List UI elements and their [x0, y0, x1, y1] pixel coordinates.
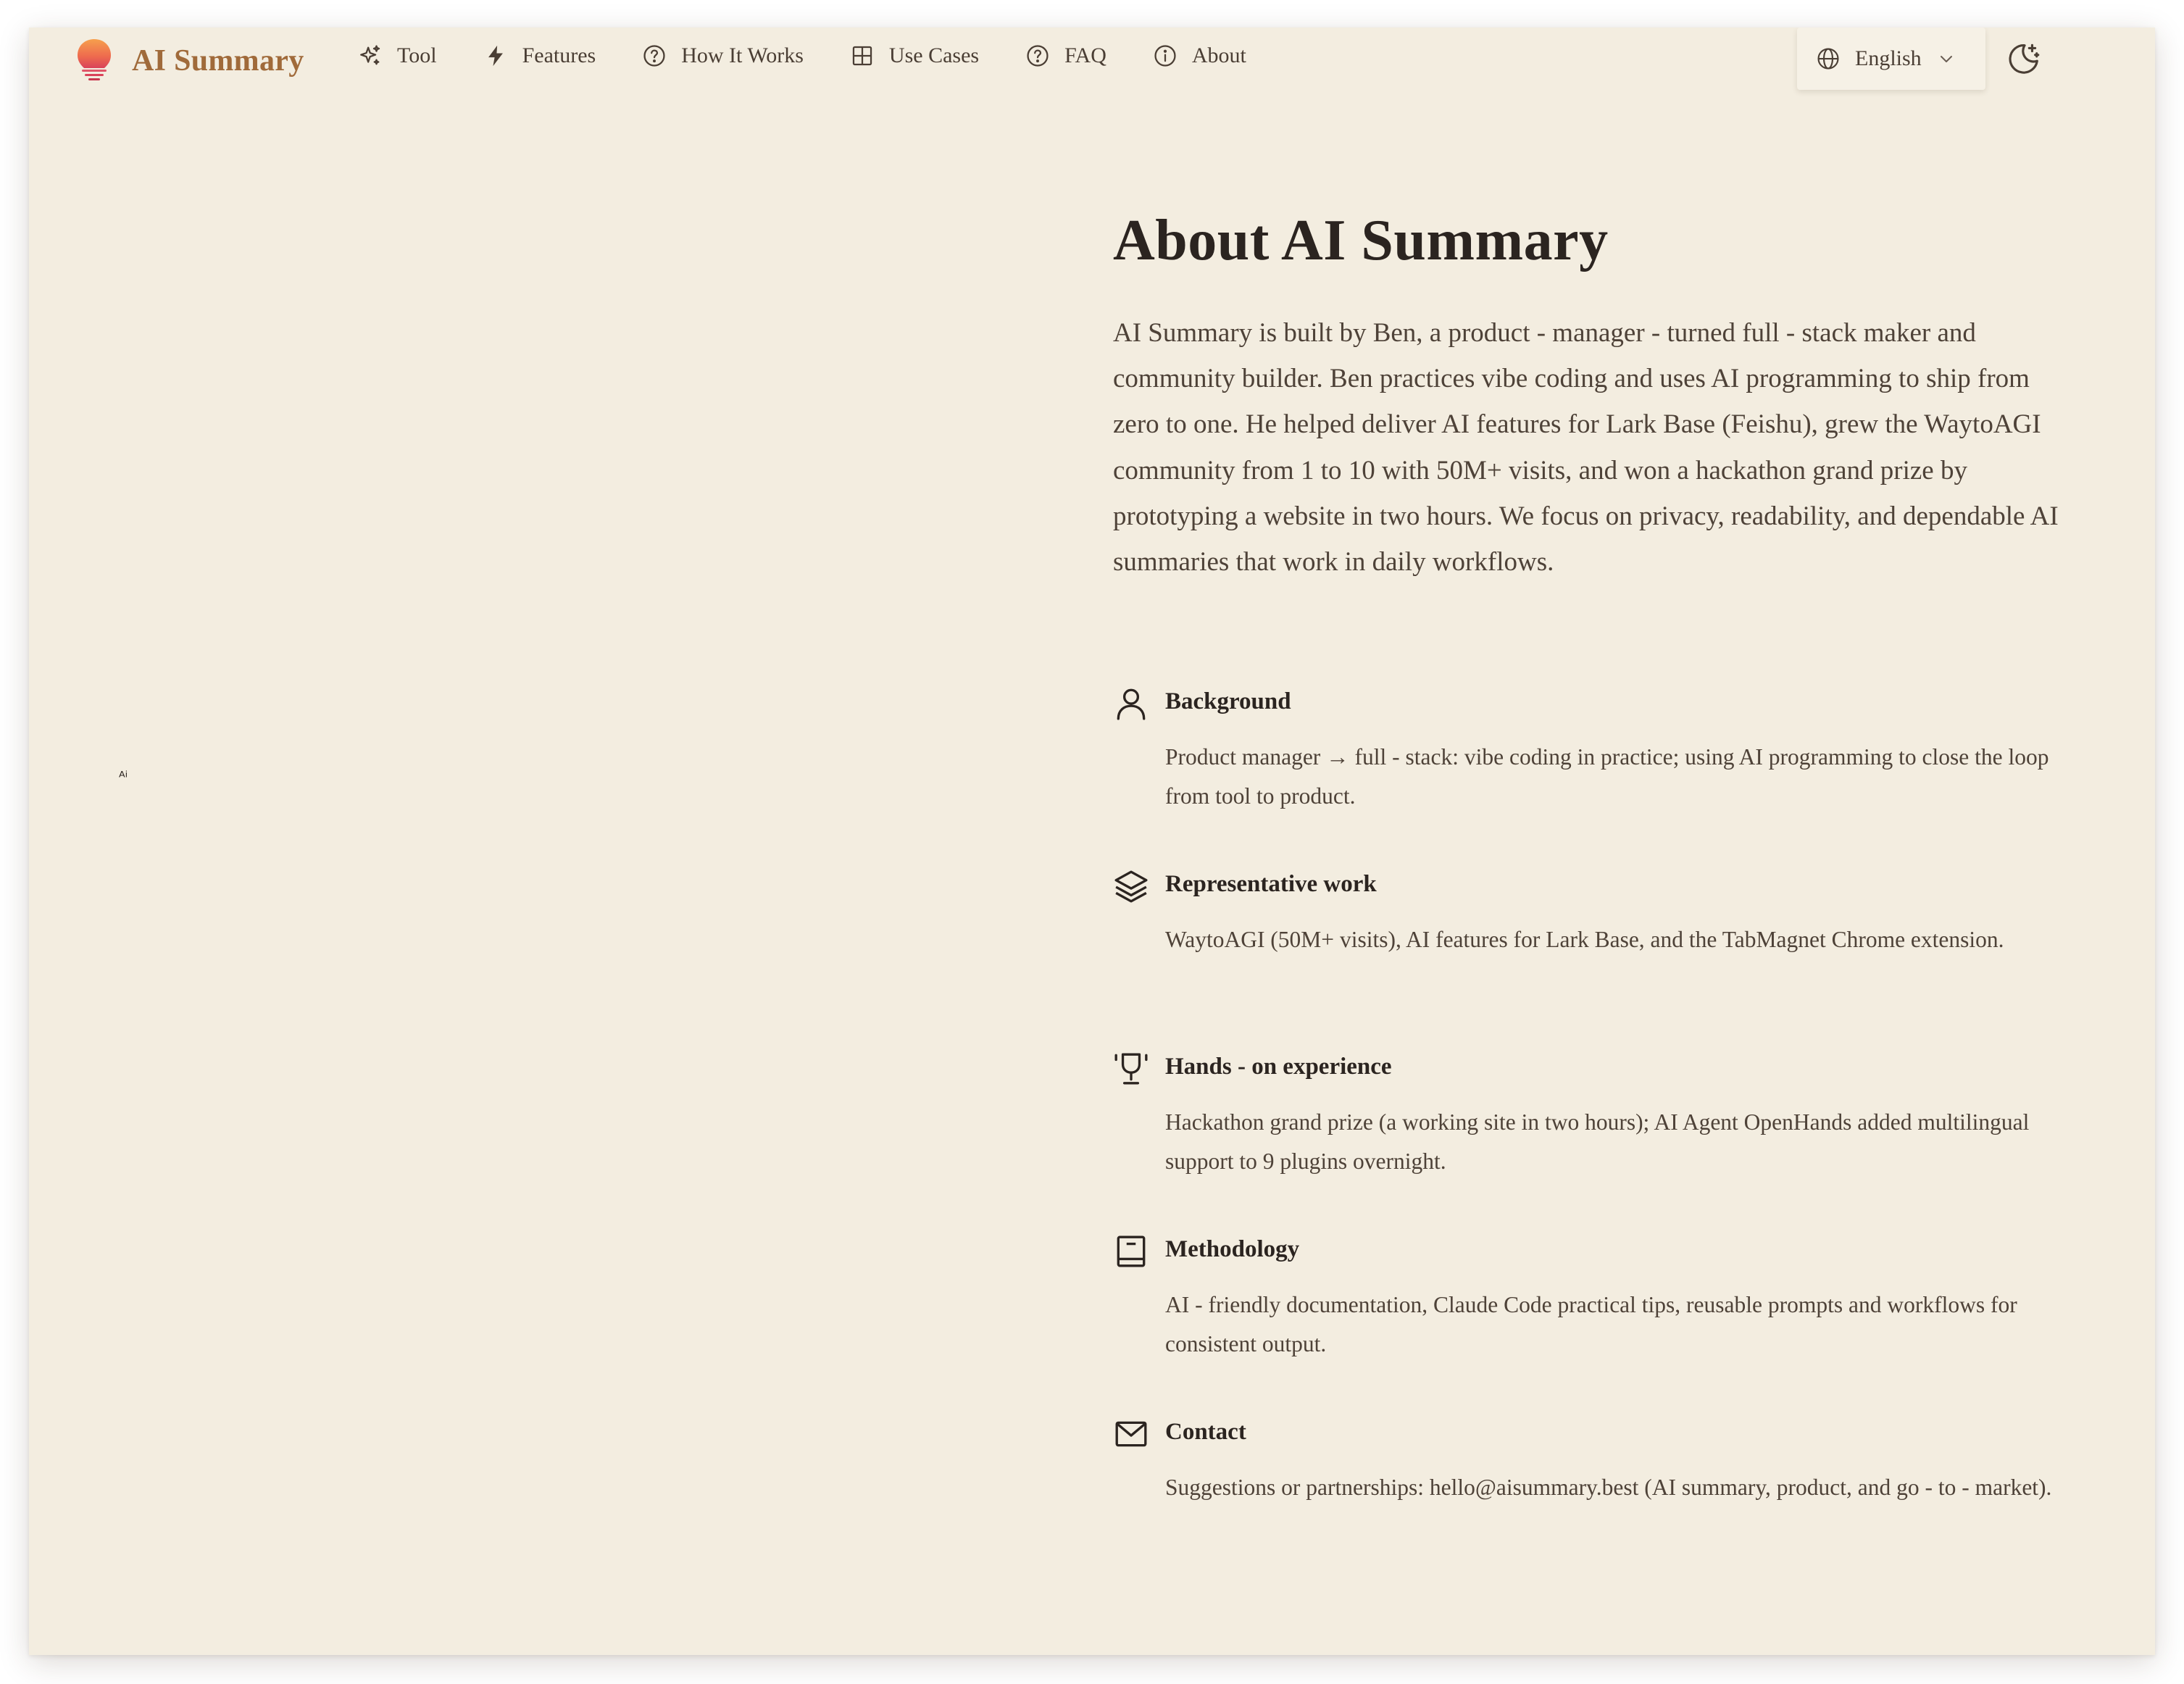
nav-item-label: How It Works	[681, 43, 804, 67]
nav-item-faq[interactable]	[1025, 43, 1106, 68]
about-section	[1113, 209, 2084, 1500]
about-item-title: Background	[1165, 688, 1291, 714]
about-item-desc: Suggestions or partnerships: hello@aisummary.best (AI summary, product, and go - to - market).	[1165, 1475, 2052, 1500]
lightning-icon	[483, 43, 508, 68]
question-circle-icon	[642, 43, 667, 68]
about-intro: AI Summary is built by Ben, a product - manager - turned full - stack maker and community builder. Ben practices vibe coding and uses AI programming to ship from zero to one. He helped deliver AI features for Lark Base (Feishu), grew the WaytoAGI community from 1 to 10 with 50M+ visits, and won a hackathon grand prize by prototyping a website in two hours. We focus on privacy, readability, and dependable AI summaries that work in daily workflows.	[1113, 318, 2059, 578]
about-item-desc: AI - friendly documentation, Claude Code practical tips, reusable prompts and workflows for consistent output.	[1165, 1292, 2017, 1356]
moon-stars-icon[interactable]	[2006, 41, 2042, 77]
about-item-title: Methodology	[1165, 1236, 1300, 1262]
question-circle-icon	[1025, 43, 1050, 68]
nav-item-use-cases[interactable]	[850, 43, 979, 68]
nav-item-tool[interactable]	[358, 43, 437, 68]
info-circle-icon	[1153, 43, 1178, 68]
about-item-title: Representative work	[1165, 871, 1377, 897]
layers-icon	[1113, 868, 1149, 904]
page-title: About AI Summary	[1113, 209, 1609, 272]
grid-icon	[850, 43, 875, 68]
mail-icon	[1113, 1416, 1149, 1452]
nav-item-label: FAQ	[1064, 43, 1106, 67]
nav-item-how-it-works[interactable]	[642, 43, 804, 68]
language-label: English	[1855, 46, 1922, 70]
nav-item-about[interactable]	[1153, 43, 1246, 68]
nav-item-label: Use Cases	[888, 43, 980, 67]
lightbulb-sunset-logo	[72, 38, 116, 84]
about-item-title: Contact	[1165, 1419, 1246, 1445]
brand-name: AI Summary	[132, 44, 304, 78]
app-window	[29, 28, 2155, 1655]
nav-item-features[interactable]	[483, 43, 596, 68]
top-nav	[29, 28, 2155, 91]
trophy-icon	[1113, 1051, 1149, 1087]
nav-item-label: Tool	[397, 43, 437, 67]
book-icon	[1113, 1233, 1149, 1270]
chevron-down-icon	[1938, 50, 1955, 67]
about-item-title: Hands - on experience	[1165, 1054, 1392, 1080]
nav-links	[358, 43, 1293, 68]
user-icon	[1113, 685, 1149, 722]
about-item-desc: WaytoAGI (50M+ visits), AI features for Lark Base, and the TabMagnet Chrome extension.	[1165, 927, 2004, 952]
globe-icon	[1816, 46, 1841, 71]
stray-glyph: ᴬⁱ	[119, 768, 128, 785]
brand-logo-link[interactable]	[72, 38, 304, 84]
language-select[interactable]	[1797, 28, 1985, 90]
sparkles-icon	[358, 43, 383, 68]
nav-item-label: About	[1191, 43, 1246, 67]
about-item-desc: Hackathon grand prize (a working site in two hours); AI Agent OpenHands added multilingual support to 9 plugins overnight.	[1165, 1109, 2030, 1174]
about-item-desc: Product manager → full - stack: vibe coding in practice; using AI programming to close the loop from tool to product.	[1165, 744, 2049, 809]
nav-item-label: Features	[522, 43, 596, 67]
